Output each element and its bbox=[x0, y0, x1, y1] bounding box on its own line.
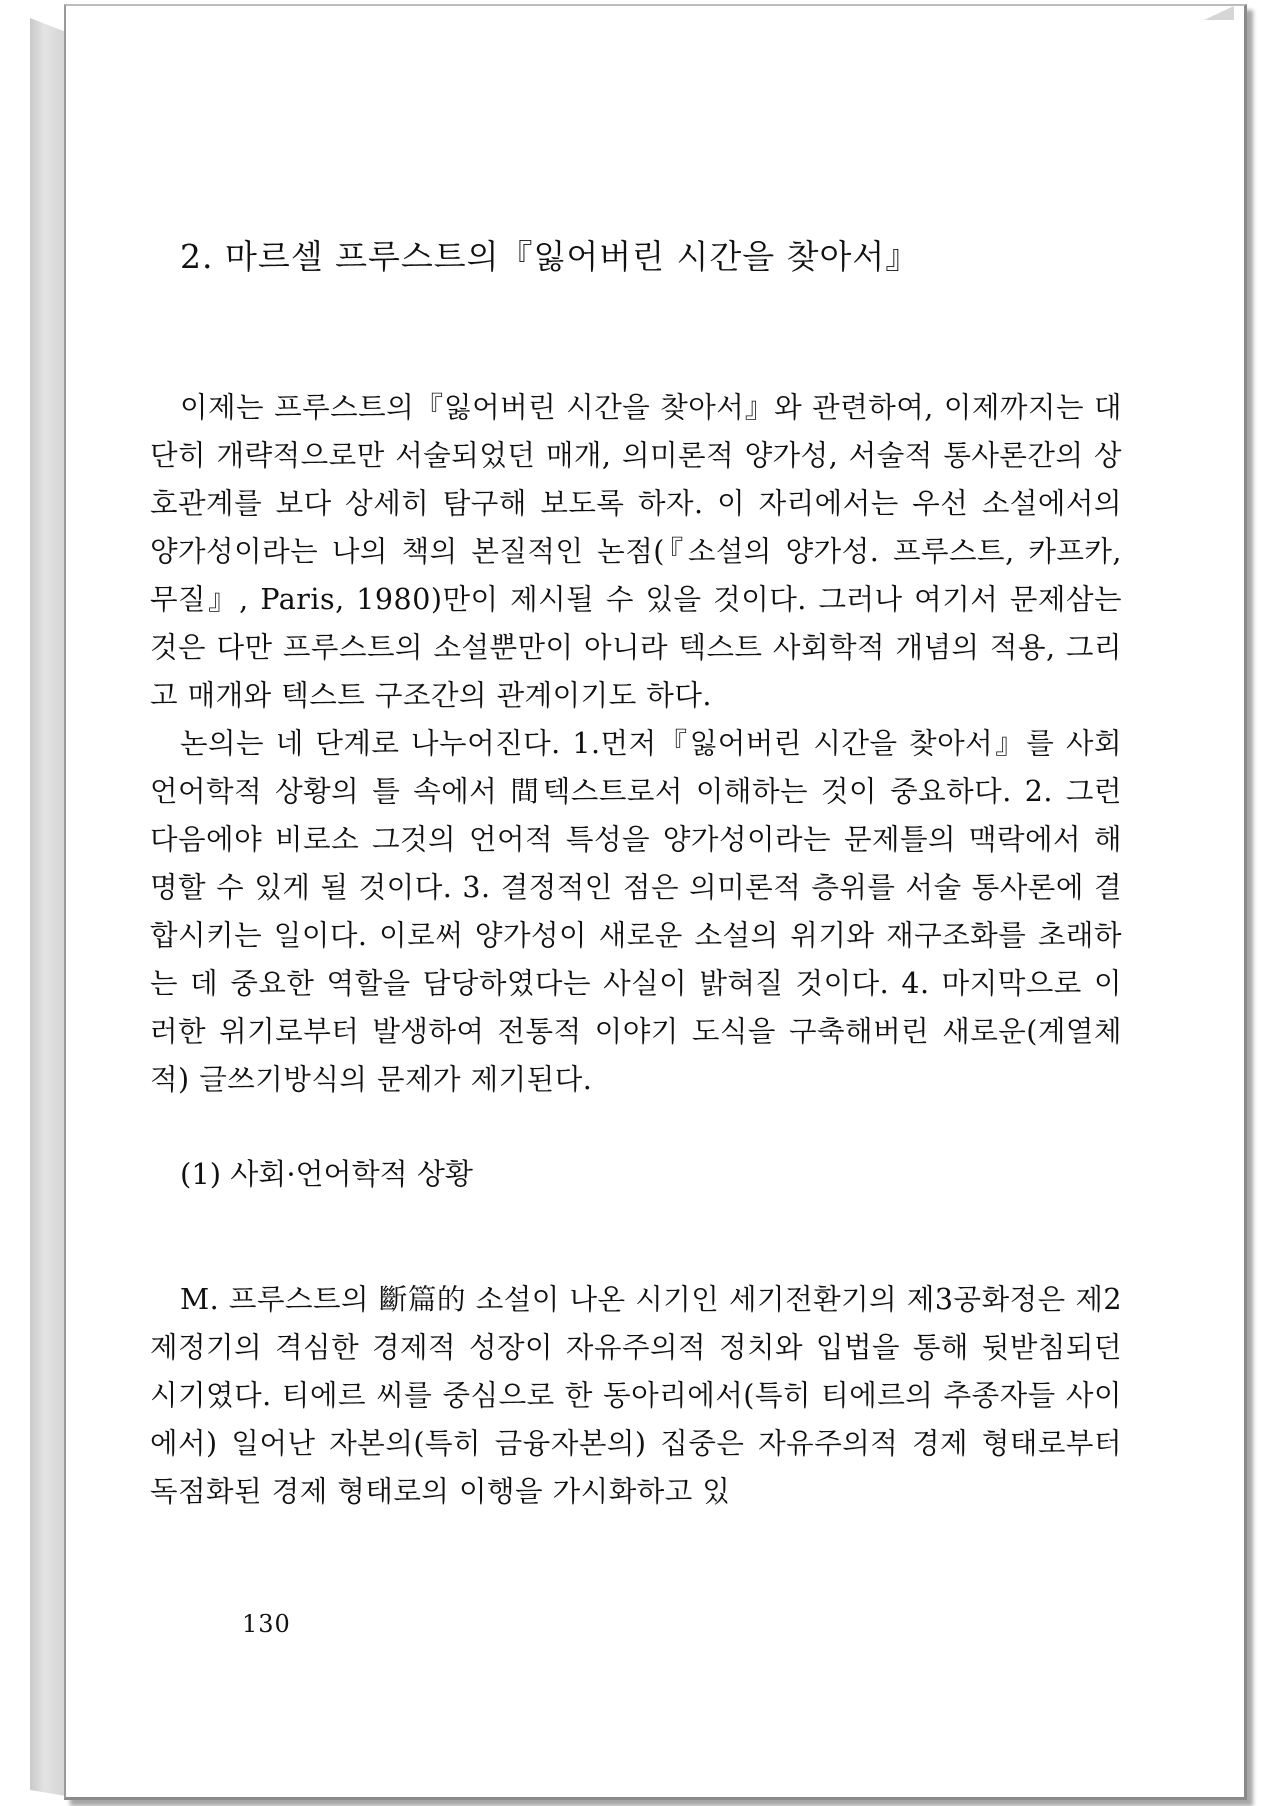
paragraph-steps: 논의는 네 단계로 나누어진다. 1.먼저『잃어버린 시간을 찾아서』를 사회언어학적 상황의 틀 속에서 間텍스트로서 이해하는 것이 중요하다. 2. 그런 다음에야 비로소 그것의 언어적 특성을 양가성이라는 문제틀의 맥락에서 해명할 수 있게 될 것이다. 3. 결정적인 점은 의미론적 층위를 서술 통사론에 결합시키는 일이다. 이로써 양가성이 새로운 소설의 위기와 재구조화를 초래하는 데 중요한 역할을 담당하였다는 사실이 밝혀질 것이다. 4. 마지막으로 이러한 위기로부터 발생하여 전통적 이야기 도식을 구축해버린 새로운(계열체적) 글쓰기방식의 문제가 제기된다. bbox=[150, 727, 1122, 1096]
paragraph-context: M. 프루스트의 斷篇的 소설이 나온 시기인 세기전환기의 제3공화정은 제2제정기의 격심한 경제적 성장이 자유주의적 정치와 입법을 통해 뒷받침되던 시기였다. 티에르 씨를 중심으로 한 동아리에서(특히 티에르의 추종자들 사이에서) 일어난 자본의(특히 금융자본의) 집중은 자유주의적 경제 형태로부터 독점화된 경제 형태로의 이행을 가시화하고 있 bbox=[150, 1283, 1122, 1508]
page-corner bbox=[1204, 6, 1234, 20]
subsection-title: (1) 사회·언어학적 상황 bbox=[180, 1157, 473, 1191]
page-content bbox=[150, 200, 1122, 1516]
paragraph-intro: 이제는 프루스트의『잃어버린 시간을 찾아서』와 관련하여, 이제까지는 대단히 개략적으로만 서술되었던 매개, 의미론적 양가성, 서술적 통사론간의 상호관계를 보다 상세히 탐구해 보도록 하자. 이 자리에서는 우선 소설에서의 양가성이라는 나의 책의 본질적인 논점(『소설의 양가성. 프루스트, 카프카, 무질』, Paris, 1980)만이 제시될 수 있을 것이다. 그러나 여기서 문제삼는 것은 다만 프루스트의 소설뿐만이 아니라 텍스트 사회학적 개념의 적용, 그리고 매개와 텍스트 구조간의 관계이기도 하다. bbox=[150, 391, 1122, 712]
page-number: 130 bbox=[242, 1610, 291, 1638]
book-spine bbox=[30, 18, 66, 1796]
section-title: 2. 마르셀 프루스트의『잃어버린 시간을 찾아서』 bbox=[180, 237, 920, 276]
